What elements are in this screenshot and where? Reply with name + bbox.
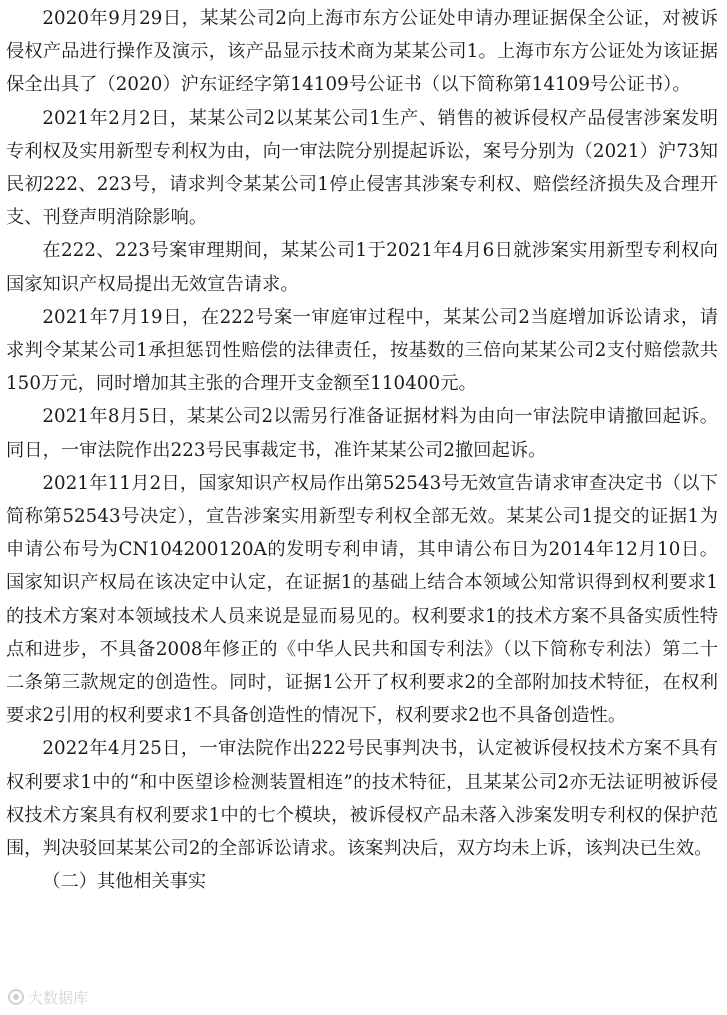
circle-logo-icon: [8, 989, 24, 1005]
paragraph-first-instance-judgment: 2022年4月25日，一审法院作出222号民事判决书，认定被诉侵权技术方案不具有权利要求1中的“和中医望诊检测装置相连”的技术特征，且某某公司2亦无法证明被诉侵权技术方案具有权利要求1中的七个模块，被诉侵权产品未落入涉案发明专利权的保护范围，判决驳回某某公司2的全部诉讼请求。该案判决后，双方均未上诉，该判决已生效。: [6, 738, 718, 860]
section-heading: （二）其他相关事实: [42, 871, 207, 893]
watermark: [8, 982, 88, 1012]
watermark-text: 大数据库: [28, 988, 89, 1007]
paragraph-lawsuit-filing: 2021年2月2日，某某公司2以某某公司1生产、销售的被诉侵权产品侵害涉案发明专利权及实用新型专利权为由，向一审法院分别提起诉讼，案号分别为（2021）沪73知民初222、223号，请求判令某某公司1停止侵害其涉案专利权、赔偿经济损失及合理开支、刊登声明消除影响。: [6, 107, 718, 229]
paragraph-additional-claims: 2021年7月19日，在222号案一审庭审过程中，某某公司2当庭增加诉讼请求，请求判令某某公司1承担惩罚性赔偿的法律责任，按基数的三倍向某某公司2支付赔偿款共150万元，同时增加其主张的合理开支金额至110400元。: [6, 306, 718, 395]
paragraph-notarization: 2020年9月29日，某某公司2向上海市东方公证处申请办理证据保全公证，对被诉侵权产品进行操作及演示，该产品显示技术商为某某公司1。上海市东方公证处为该证据保全出具了（2020）沪东证经字第14109号公证书（以下简称第14109号公证书）。: [6, 8, 718, 96]
document-body: [6, 2, 718, 898]
paragraph-invalidation-decision: 2021年11月2日，国家知识产权局作出第52543号无效宣告请求审查决定书（以下简称第52543号决定），宣告涉案实用新型专利权全部无效。某某公司1提交的证据1为申请公布号为CN104200120A的发明专利申请，其申请公布日为2014年12月10日。国家知识产权局在该决定中认定，在证据1的基础上结合本领域公知常识得到权利要求1的技术方案对本领域技术人员来说是显而易见的。权利要求1的技术方案不具备实质性特点和进步，不具备2008年修正的《中华人民共和国专利法》（以下简称专利法）第二十二条第三款规定的创造性。同时，证据1公开了权利要求2的全部附加技术特征，在权利要求2引用的权利要求1不具备创造性的情况下，权利要求2也不具备创造性。: [6, 472, 718, 727]
paragraph-invalidation-request: 在222、223号案审理期间，某某公司1于2021年4月6日就涉案实用新型专利权向国家知识产权局提出无效宣告请求。: [6, 240, 718, 295]
paragraph-withdrawal: 2021年8月5日，某某公司2以需另行准备证据材料为由向一审法院申请撤回起诉。同日，一审法院作出223号民事裁定书，准许某某公司2撤回起诉。: [6, 406, 718, 461]
